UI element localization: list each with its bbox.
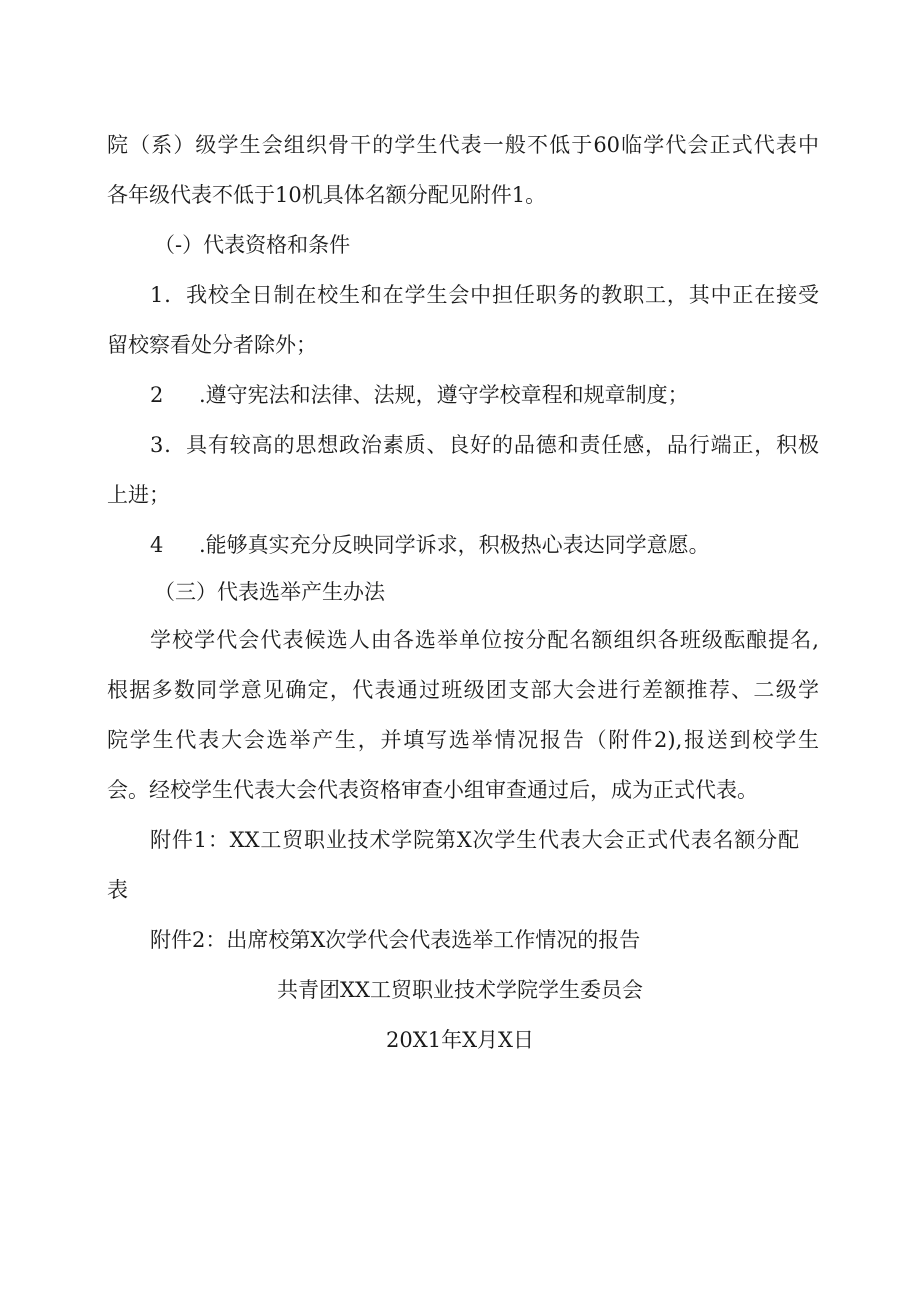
section-heading-election: （三）代表选举产生办法 <box>154 580 385 604</box>
date: 20X1年X月X日 <box>386 1028 534 1052</box>
paragraph-line: 学校学代会代表候选人由各选举单位按分配名额组织各班级酝酿提名, <box>150 628 819 652</box>
signature: 共青团XX工贸职业技术学院学生委员会 <box>277 978 643 1002</box>
list-item-1: 1．我校全日制在校生和在学生会中担任职务的教职工，其中正在接受 <box>150 283 819 307</box>
list-item-1-continuation: 留校察看处分者除外； <box>107 333 317 357</box>
section-heading-qualifications: （-）代表资格和条件 <box>154 233 351 257</box>
paragraph-line: 各年级代表不低于10机具体名额分配见附件1。 <box>107 183 547 207</box>
list-item-4-number: 4 <box>150 533 164 557</box>
paragraph-line: 院（系）级学生会组织骨干的学生代表一般不低于60临学代会正式代表中 <box>107 133 819 157</box>
paragraph-line: 会。经校学生代表大会代表资格审查小组审查通过后，成为正式代表。 <box>107 778 758 802</box>
list-item-4-text: .能够真实充分反映同学诉求，积极热心表达同学意愿。 <box>199 533 710 557</box>
list-item-2-text: .遵守宪法和法律、法规，遵守学校章程和规章制度； <box>199 383 689 407</box>
list-item-3-continuation: 上进； <box>107 483 170 507</box>
attachment-1-continuation: 表 <box>107 878 128 902</box>
list-item-3: 3．具有较高的思想政治素质、良好的品德和责任感，品行端正，积极 <box>150 433 819 457</box>
paragraph-line: 院学生代表大会选举产生，并填写选举情况报告（附件2),报送到校学生 <box>107 728 819 752</box>
attachment-2: 附件2：出席校第X次学代会代表选举工作情况的报告 <box>150 928 641 952</box>
list-item-2-number: 2 <box>150 383 164 407</box>
paragraph-line: 根据多数同学意见确定，代表通过班级团支部大会进行差额推荐、二级学 <box>107 678 819 702</box>
attachment-1: 附件1：XX工贸职业技术学院第X次学生代表大会正式代表名额分配 <box>150 828 799 852</box>
